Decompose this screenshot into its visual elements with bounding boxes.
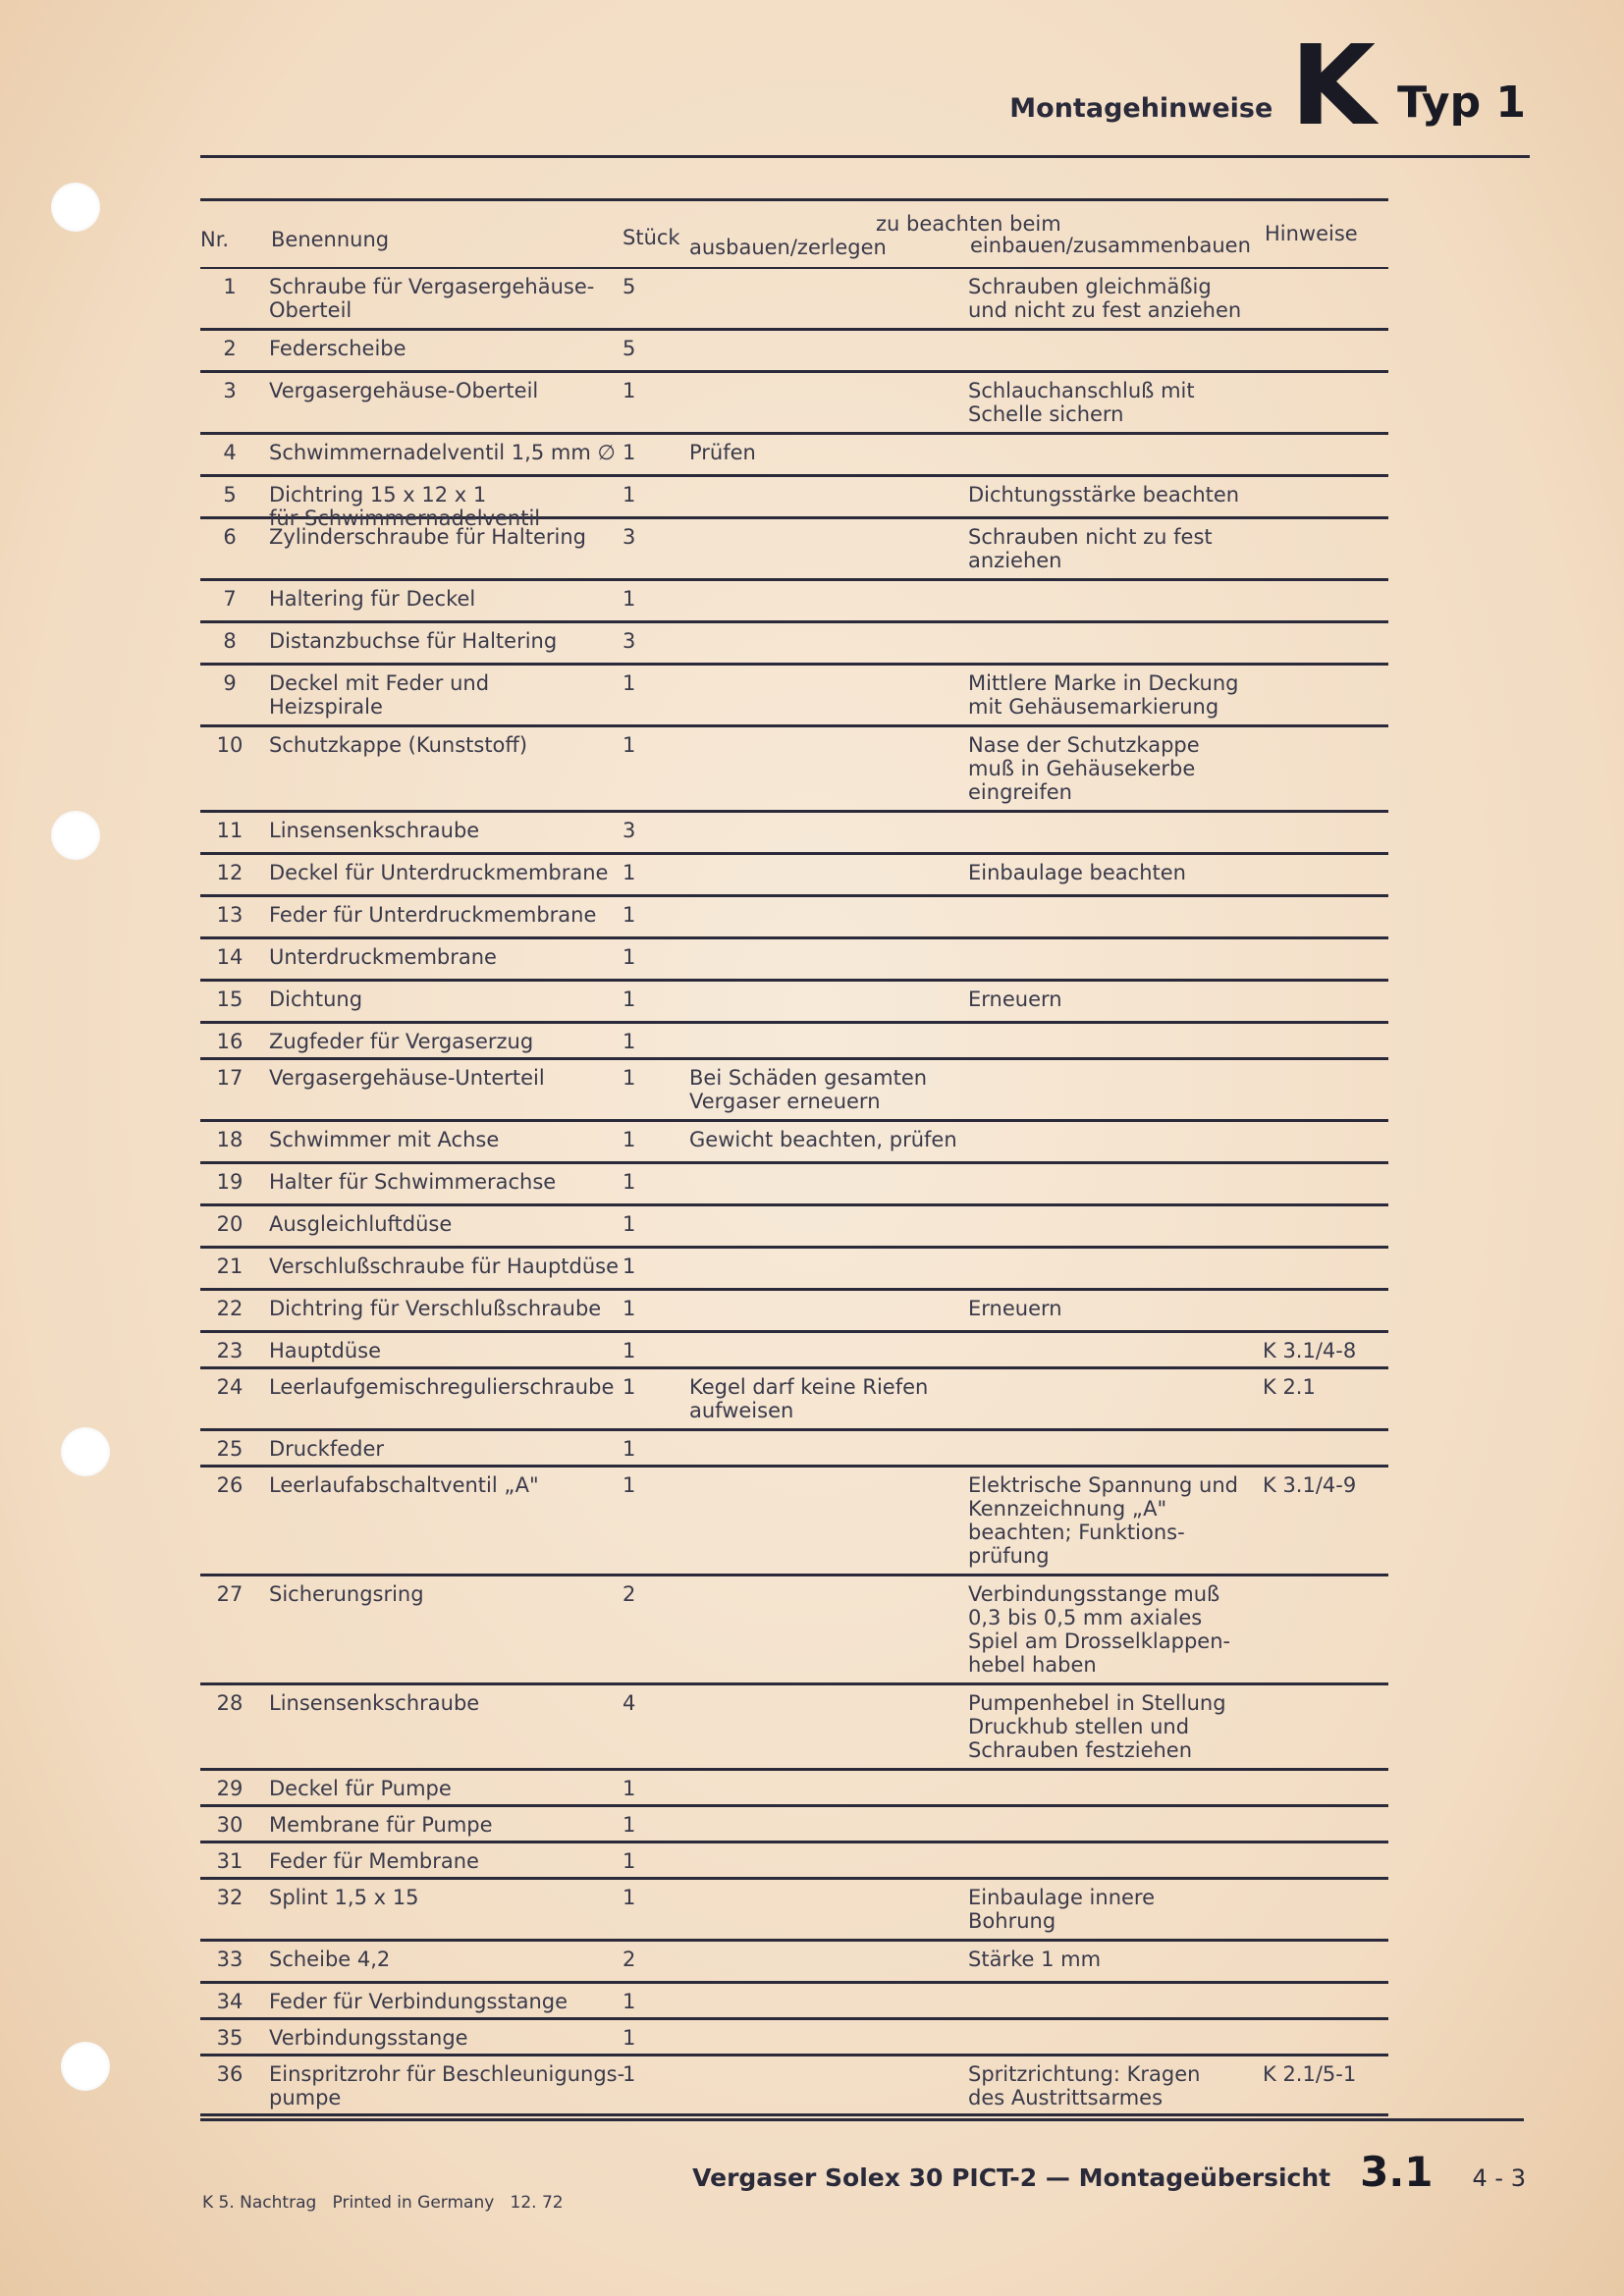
- part-quantity: 1: [623, 861, 636, 884]
- footer-rule: [200, 2118, 1524, 2121]
- section-letter: K: [1290, 23, 1377, 150]
- part-quantity: 1: [623, 1849, 636, 1873]
- row-number: 35: [216, 2026, 244, 2050]
- part-quantity: 3: [623, 819, 636, 842]
- part-name: Distanzbuchse für Haltering: [269, 629, 558, 653]
- row-number: 25: [216, 1437, 244, 1461]
- reference-note: K 2.1: [1263, 1375, 1316, 1399]
- part-quantity: 1: [623, 1128, 636, 1151]
- table-row: [200, 1431, 1388, 1468]
- row-number: 24: [216, 1375, 244, 1399]
- part-quantity: 1: [623, 1437, 636, 1461]
- table-row: [200, 435, 1388, 477]
- part-name: Druckfeder: [269, 1437, 385, 1461]
- part-name: Halter für Schwimmerachse: [269, 1170, 557, 1194]
- installation-note: Mittlere Marke in Deckung mit Gehäusemarkierung: [968, 671, 1239, 719]
- installation-note: Verbindungsstange muß 0,3 bis 0,5 mm axiales Spiel am Drosselklappen- hebel haben: [968, 1582, 1231, 1677]
- row-number: 31: [216, 1849, 244, 1873]
- part-name: Einspritzrohr für Beschleunigungs- pumpe: [269, 2062, 625, 2109]
- table-header: [200, 198, 1388, 269]
- reference-note: K 2.1/5-1: [1263, 2062, 1357, 2086]
- part-name: Dichtung: [269, 988, 363, 1011]
- part-quantity: 1: [623, 483, 636, 507]
- part-name: Deckel für Pumpe: [269, 1777, 452, 1800]
- parts-table: [200, 198, 1388, 2116]
- row-number: 29: [216, 1777, 244, 1800]
- part-quantity: 2: [623, 1948, 636, 1971]
- part-name: Schwimmer mit Achse: [269, 1128, 500, 1151]
- part-quantity: 1: [623, 1212, 636, 1236]
- header-rule: [200, 155, 1530, 158]
- table-row: [200, 1206, 1388, 1249]
- installation-note: Erneuern: [968, 1297, 1062, 1320]
- table-row: [200, 1942, 1388, 1984]
- row-number: 17: [216, 1066, 244, 1090]
- part-quantity: 2: [623, 1582, 636, 1606]
- installation-note: Schrauben gleichmäßig und nicht zu fest anziehen: [968, 275, 1242, 322]
- row-number: 19: [216, 1170, 244, 1194]
- punch-hole-upper-middle: [51, 811, 100, 860]
- row-number: 22: [216, 1297, 244, 1320]
- part-quantity: 1: [623, 1777, 636, 1800]
- row-number: 6: [223, 525, 237, 549]
- table-row: [200, 813, 1388, 855]
- reference-note: K 3.1/4-8: [1263, 1339, 1357, 1362]
- part-quantity: 1: [623, 1339, 636, 1362]
- part-name: Splint 1,5 x 15: [269, 1886, 419, 1909]
- part-quantity: 1: [623, 1375, 636, 1399]
- table-row: [200, 897, 1388, 939]
- part-name: Feder für Unterdruckmembrane: [269, 903, 597, 927]
- part-quantity: 1: [623, 2062, 636, 2086]
- part-name: Unterdruckmembrane: [269, 945, 497, 969]
- punch-hole-top: [51, 183, 100, 232]
- part-name: Zylinderschraube für Haltering: [269, 525, 586, 549]
- row-number: 28: [216, 1691, 244, 1715]
- table-row: [200, 2056, 1388, 2116]
- table-row: [200, 1468, 1388, 1576]
- row-number: 23: [216, 1339, 244, 1362]
- part-quantity: 3: [623, 629, 636, 653]
- footer-page-number: 4 - 3: [1472, 2164, 1526, 2192]
- row-number: 33: [216, 1948, 244, 1971]
- removal-note: Kegel darf keine Riefen aufweisen: [689, 1375, 929, 1422]
- part-quantity: 5: [623, 275, 636, 298]
- row-number: 20: [216, 1212, 244, 1236]
- row-number: 36: [216, 2062, 244, 2086]
- part-quantity: 1: [623, 1170, 636, 1194]
- part-quantity: 1: [623, 945, 636, 969]
- installation-note: Einbaulage beachten: [968, 861, 1186, 884]
- table-top-rule: [200, 198, 1388, 201]
- row-number: 4: [223, 441, 237, 464]
- part-quantity: 1: [623, 1297, 636, 1320]
- row-number: 3: [223, 379, 237, 402]
- punch-hole-lower-middle: [61, 1427, 110, 1476]
- part-name: Vergasergehäuse-Oberteil: [269, 379, 539, 402]
- part-name: Zugfeder für Vergaserzug: [269, 1030, 534, 1053]
- part-quantity: 1: [623, 379, 636, 402]
- part-name: Linsensenkschraube: [269, 1691, 480, 1715]
- installation-note: Dichtungsstärke beachten: [968, 483, 1240, 507]
- installation-note: Schlauchanschluß mit Schelle sichern: [968, 379, 1195, 426]
- table-row: [200, 939, 1388, 982]
- section-title: Montagehinweise: [1009, 93, 1273, 124]
- row-number: 34: [216, 1990, 244, 2013]
- part-quantity: 1: [623, 1813, 636, 1837]
- part-quantity: 1: [623, 2026, 636, 2050]
- table-row: [200, 1576, 1388, 1685]
- table-row: [200, 1771, 1388, 1807]
- part-name: Deckel mit Feder und Heizspirale: [269, 671, 490, 719]
- part-quantity: 1: [623, 1473, 636, 1497]
- row-number: 21: [216, 1255, 244, 1278]
- installation-note: Pumpenhebel in Stellung Druckhub stellen und Schrauben festziehen: [968, 1691, 1226, 1762]
- installation-note: Einbaulage innere Bohrung: [968, 1886, 1156, 1933]
- removal-note: Prüfen: [689, 441, 756, 464]
- table-row: [200, 727, 1388, 813]
- table-row: [200, 581, 1388, 623]
- table-row: [200, 1880, 1388, 1942]
- part-name: Vergasergehäuse-Unterteil: [269, 1066, 545, 1090]
- row-number: 12: [216, 861, 244, 884]
- footer-note: K 5. Nachtrag Printed in Germany 12. 72: [202, 2193, 564, 2213]
- table-row: [200, 666, 1388, 727]
- part-name: Dichtring 15 x 12 x 1 für Schwimmernadelventil: [269, 483, 541, 530]
- row-number: 10: [216, 733, 244, 757]
- part-quantity: 1: [623, 1255, 636, 1278]
- installation-note: Stärke 1 mm: [968, 1948, 1102, 1971]
- part-name: Leerlaufabschaltventil „A": [269, 1473, 539, 1497]
- table-row: [200, 1843, 1388, 1880]
- part-name: Haltering für Deckel: [269, 587, 476, 611]
- part-name: Verbindungsstange: [269, 2026, 468, 2050]
- table-row: [200, 1164, 1388, 1206]
- header-group: zu beachten beim: [876, 212, 1061, 236]
- part-name: Schraube für Vergasergehäuse- Oberteil: [269, 275, 595, 322]
- table-row: [200, 1122, 1388, 1164]
- part-name: Leerlaufgemischregulierschraube: [269, 1375, 615, 1399]
- reference-note: K 3.1/4-9: [1263, 1473, 1357, 1497]
- table-row: [200, 1807, 1388, 1843]
- table-row: [200, 1291, 1388, 1333]
- part-quantity: 1: [623, 671, 636, 695]
- part-name: Sicherungsring: [269, 1582, 424, 1606]
- table-row: [200, 1060, 1388, 1122]
- part-quantity: 1: [623, 733, 636, 757]
- part-name: Feder für Membrane: [269, 1849, 479, 1873]
- installation-note: Nase der Schutzkappe muß in Gehäusekerbe eingreifen: [968, 733, 1200, 804]
- table-row: [200, 855, 1388, 897]
- table-row: [200, 982, 1388, 1024]
- part-name: Schwimmernadelventil 1,5 mm ∅: [269, 441, 616, 464]
- part-name: Deckel für Unterdruckmembrane: [269, 861, 609, 884]
- part-quantity: 1: [623, 441, 636, 464]
- row-number: 8: [223, 629, 237, 653]
- header-ein: einbauen/zusammenbauen: [970, 234, 1251, 257]
- part-quantity: 1: [623, 1066, 636, 1090]
- header-aus: ausbauen/zerlegen: [689, 236, 887, 259]
- page-header: [1009, 23, 1526, 150]
- row-number: 27: [216, 1582, 244, 1606]
- table-row: [200, 519, 1388, 581]
- table-row: [200, 1369, 1388, 1431]
- part-quantity: 1: [623, 988, 636, 1011]
- row-number: 5: [223, 483, 237, 507]
- row-number: 15: [216, 988, 244, 1011]
- table-row: [200, 269, 1388, 331]
- table-body: [200, 269, 1388, 2116]
- row-number: 18: [216, 1128, 244, 1151]
- installation-note: Erneuern: [968, 988, 1062, 1011]
- table-row: [200, 477, 1388, 530]
- part-name: Schutzkappe (Kunststoff): [269, 733, 528, 757]
- part-name: Dichtring für Verschlußschraube: [269, 1297, 602, 1320]
- row-number: 26: [216, 1473, 244, 1497]
- part-quantity: 3: [623, 525, 636, 549]
- table-row: [200, 623, 1388, 666]
- header-name: Benennung: [271, 228, 390, 251]
- table-row: [200, 1024, 1388, 1060]
- part-name: Membrane für Pumpe: [269, 1813, 493, 1837]
- header-stueck: Stück: [623, 226, 680, 249]
- row-number: 1: [223, 275, 237, 298]
- footer-title-block: [692, 2148, 1526, 2196]
- row-number: 32: [216, 1886, 244, 1909]
- punch-hole-bottom: [61, 2042, 110, 2091]
- table-row: [200, 1249, 1388, 1291]
- installation-note: Spritzrichtung: Kragen des Austrittsarmes: [968, 2062, 1201, 2109]
- footer-section-number: 3.1: [1360, 2148, 1434, 2196]
- part-name: Feder für Verbindungsstange: [269, 1990, 568, 2013]
- part-quantity: 1: [623, 903, 636, 927]
- header-hinweise: Hinweise: [1265, 222, 1358, 245]
- table-row: [200, 2020, 1388, 2056]
- table-row: [200, 1333, 1388, 1369]
- row-number: 14: [216, 945, 244, 969]
- part-name: Hauptdüse: [269, 1339, 382, 1362]
- table-row: [200, 331, 1388, 373]
- header-nr: Nr.: [200, 228, 230, 251]
- part-quantity: 4: [623, 1691, 636, 1715]
- row-number: 9: [223, 671, 237, 695]
- removal-note: Gewicht beachten, prüfen: [689, 1128, 957, 1151]
- footer-title: Vergaser Solex 30 PICT-2 — Montageübersicht: [692, 2163, 1331, 2192]
- installation-note: Schrauben nicht zu fest anziehen: [968, 525, 1213, 572]
- removal-note: Bei Schäden gesamten Vergaser erneuern: [689, 1066, 928, 1113]
- table-row: [200, 373, 1388, 435]
- row-number: 30: [216, 1813, 244, 1837]
- row-number: 11: [216, 819, 244, 842]
- part-quantity: 1: [623, 1990, 636, 2013]
- installation-note: Elektrische Spannung und Kennzeichnung „A" beachten; Funktions- prüfung: [968, 1473, 1238, 1568]
- part-name: Verschlußschraube für Hauptdüse: [269, 1255, 620, 1278]
- part-name: Federscheibe: [269, 337, 406, 360]
- row-number: 7: [223, 587, 237, 611]
- table-row: [200, 1984, 1388, 2020]
- row-number: 13: [216, 903, 244, 927]
- table-row: [200, 1685, 1388, 1771]
- part-quantity: 1: [623, 1886, 636, 1909]
- row-number: 16: [216, 1030, 244, 1053]
- part-quantity: 1: [623, 1030, 636, 1053]
- part-quantity: 5: [623, 337, 636, 360]
- part-name: Scheibe 4,2: [269, 1948, 391, 1971]
- row-number: 2: [223, 337, 237, 360]
- part-quantity: 1: [623, 587, 636, 611]
- type-label: Typ 1: [1397, 78, 1526, 128]
- part-name: Linsensenkschraube: [269, 819, 480, 842]
- part-name: Ausgleichluftdüse: [269, 1212, 453, 1236]
